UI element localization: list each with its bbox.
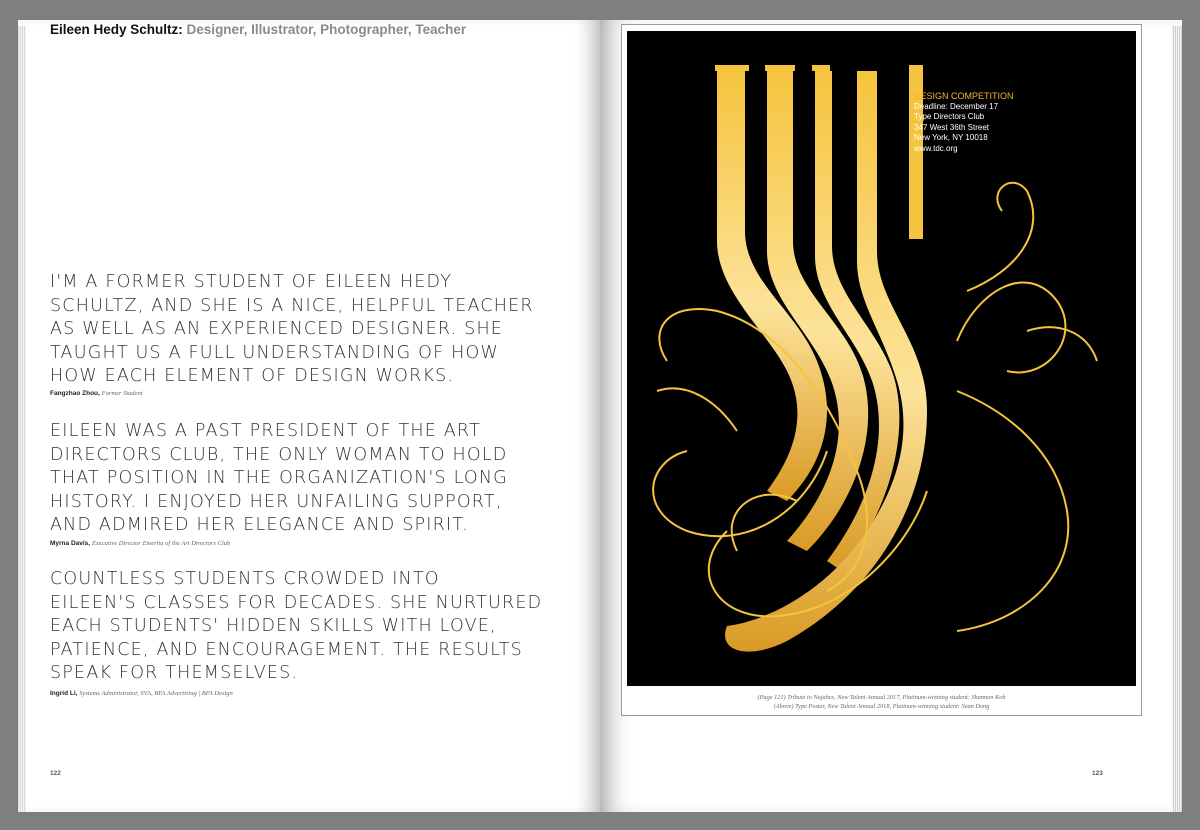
poster-heading: DESIGN COMPETITION [914,91,1014,101]
quote-line: DIRECTORS CLUB, THE ONLY WOMAN TO HOLD [50,444,508,465]
quote-line: TAUGHT US A FULL UNDERSTANDING OF HOW [50,342,500,363]
quote-line: HISTORY. I ENJOYED HER UNFAILING SUPPORT, [50,491,503,512]
attribution-1 [50,390,143,397]
quote-3 [50,568,550,686]
quote-line: I'M A FORMER STUDENT OF EILEEN HEDY [50,272,453,292]
poster-line: www.tdc.org [914,143,958,153]
quote-line: EILEEN WAS A PAST PRESIDENT OF THE ART [50,421,481,441]
page-edges-right [1172,26,1182,812]
attribution-role: Former Student [101,390,143,397]
poster-caption [627,694,1136,711]
poster-line: Type Directors Club [914,112,985,121]
page-number-right: 123 [1092,770,1103,777]
poster-line: New York, NY 10018 [914,133,988,142]
attribution-3 [50,690,233,697]
attribution-author: Fangzhao Zhou, [50,390,100,397]
quote-line: EACH STUDENTS' HIDDEN SKILLS WITH LOVE, [50,616,497,636]
poster-artwork [627,31,1136,686]
quote-line: EILEEN'S CLASSES FOR DECADES. SHE NURTURED [50,592,543,613]
quote-line: SPEAK FOR THEMSELVES. [50,663,299,683]
running-head [50,22,466,37]
attribution-author: Myrna Davis, [50,540,91,547]
poster-info [914,91,1014,154]
caption-line: (Above) Type Poster, New Talent Annual 2018, Platinum-winning student: Sean Dong [773,702,990,710]
caption-line: (Page 121) Tribute to Nujabes, New Talent Annual 2017, Platinum-winning student: Shannon Koh [757,694,1006,701]
quote-line: THAT POSITION IN THE ORGANIZATION'S LONG [50,468,508,488]
quote-line: AND ADMIRED HER ELEGANCE AND SPIRIT. [50,515,469,535]
poster-line: 347 West 36th Street [914,122,990,132]
quote-line: HOW EACH ELEMENT OF DESIGN WORKS. [50,366,455,386]
quote-2 [50,420,550,538]
quote-1 [50,271,550,389]
attribution-2 [50,540,230,547]
type-poster [627,31,1136,686]
running-head-name: Eileen Hedy Schultz: [50,22,183,37]
running-head-roles: Designer, Illustrator, Photographer, Teacher [186,22,467,37]
poster-line: Deadline: December 17 [914,101,999,111]
quote-line: PATIENCE, AND ENCOURAGEMENT. THE RESULTS [50,639,523,660]
quote-line: COUNTLESS STUDENTS CROWDED INTO [50,569,440,589]
attribution-author: Ingrid Li, [50,690,78,697]
page-edges-left [18,26,26,812]
page-number-left: 122 [50,770,61,777]
quote-line: SCHULTZ, AND SHE IS A NICE, HELPFUL TEACHER [50,295,534,316]
attribution-role: Systems Administrator, SVA, BFA Advertising | BFA Design [79,690,233,697]
attribution-role: Executive Director Emerita of the Art Directors Club [91,540,231,547]
quote-line: AS WELL AS AN EXPERIENCED DESIGNER. SHE [50,319,504,339]
